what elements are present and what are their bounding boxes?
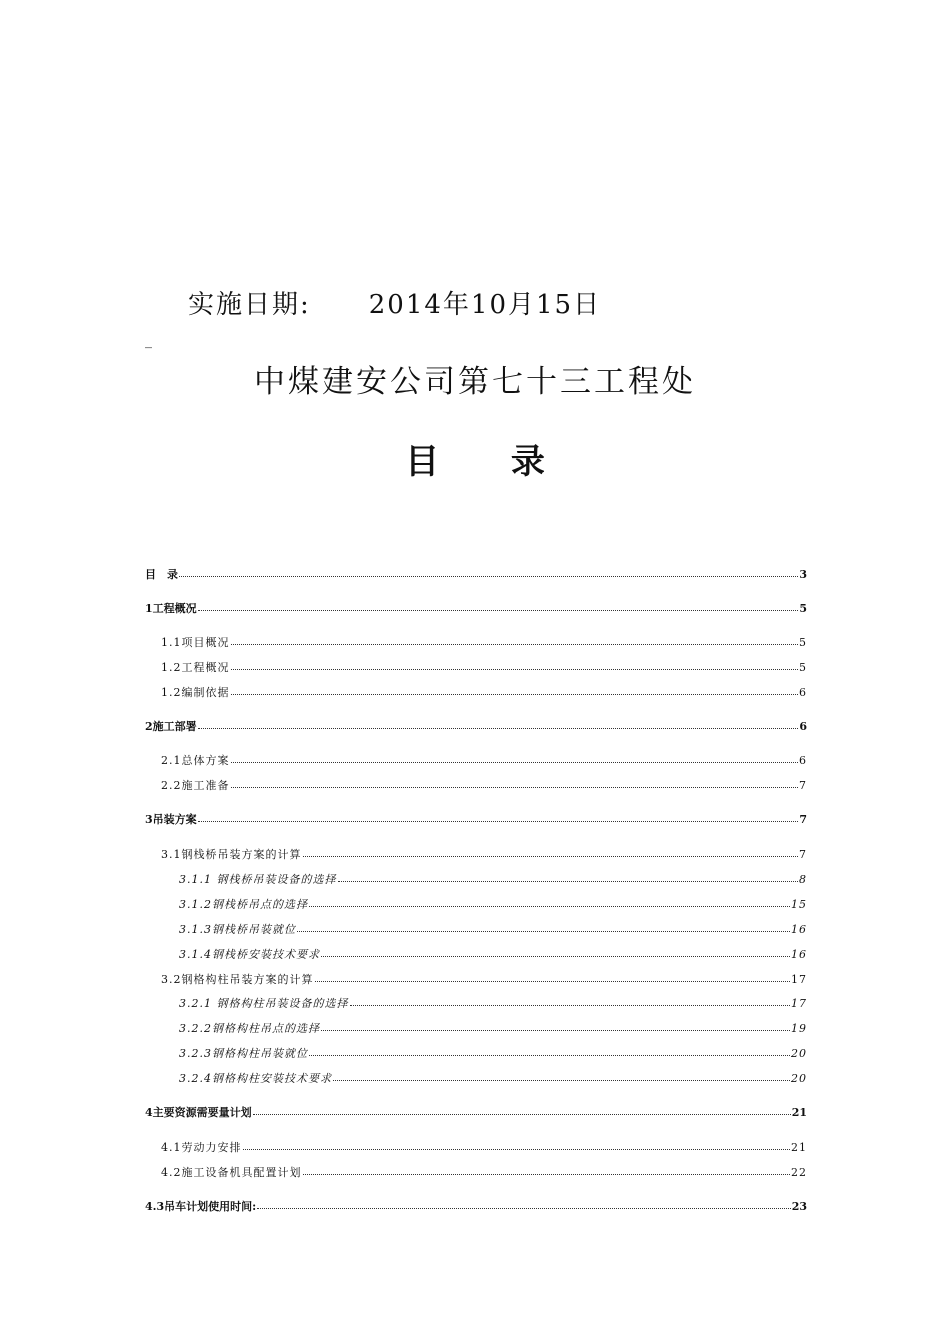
toc-entry[interactable]	[161, 1139, 807, 1153]
toc-entry[interactable]	[161, 777, 807, 791]
toc-entry[interactable]	[145, 1198, 807, 1212]
toc-leader-dots	[338, 872, 799, 882]
toc-entry-label: 3.2.3钢格构柱吊装就位	[179, 1047, 308, 1060]
toc-entry-label: 3.2.4钢格构柱安装技术要求	[179, 1072, 332, 1085]
toc-entry-page: 20	[791, 1072, 807, 1085]
toc-entry-label: 2.1总体方案	[161, 754, 230, 767]
toc-entry-label: 1.2工程概况	[161, 661, 230, 674]
toc-entry-label: 3.1.3钢栈桥吊装就位	[179, 923, 296, 936]
toc-entry-page: 8	[799, 873, 807, 886]
toc-title: 目 录	[405, 442, 575, 482]
toc-entry-page: 7	[799, 779, 807, 792]
toc-entry-page: 23	[791, 1200, 807, 1213]
toc-entry[interactable]	[179, 896, 807, 910]
toc-leader-dots	[231, 753, 799, 763]
toc-entry-label: 3.2钢格构柱吊装方案的计算	[161, 973, 314, 986]
toc-entry-page: 20	[791, 1047, 807, 1060]
toc-entry-label: 4.3吊车计划使用时间:	[145, 1200, 257, 1213]
toc-leader-dots	[198, 812, 799, 822]
toc-entry-page: 5	[799, 661, 807, 674]
toc-entry[interactable]	[179, 1020, 807, 1034]
toc-entry[interactable]	[161, 846, 807, 860]
toc-entry[interactable]	[145, 600, 807, 614]
toc-leader-dots	[253, 1105, 791, 1115]
toc-entry-page: 6	[799, 686, 807, 699]
toc-entry[interactable]	[145, 566, 807, 580]
toc-leader-dots	[333, 1071, 790, 1081]
toc-entry-label: 1.2编制依据	[161, 686, 230, 699]
toc-entry-page: 7	[799, 813, 807, 826]
toc-entry-label: 2施工部署	[145, 720, 197, 733]
toc-entry-page: 5	[799, 636, 807, 649]
toc-entry-page: 6	[799, 720, 807, 733]
toc-entry-page: 16	[791, 948, 807, 961]
toc-entry-label: 4.1劳动力安排	[161, 1141, 242, 1154]
toc-entry[interactable]	[161, 684, 807, 698]
toc-entry-label: 4.2施工设备机具配置计划	[161, 1166, 302, 1179]
toc-entry[interactable]	[161, 659, 807, 673]
date-label: 实施日期:	[188, 290, 311, 320]
toc-leader-dots	[198, 719, 799, 729]
toc-entry-label: 3.1.1 钢栈桥吊装设备的选择	[179, 873, 337, 886]
toc-leader-dots	[303, 847, 799, 857]
toc-entry[interactable]	[179, 871, 807, 885]
toc-entry[interactable]	[145, 811, 807, 825]
toc-entry-page: 21	[791, 1106, 807, 1119]
toc-entry[interactable]	[161, 971, 807, 985]
toc-leader-dots	[179, 567, 798, 577]
toc-entry-label: 4主要资源需要量计划	[145, 1106, 252, 1119]
toc-leader-dots	[321, 1021, 790, 1031]
toc-entry-label: 1.1项目概况	[161, 636, 230, 649]
toc-leader-dots	[243, 1140, 791, 1150]
toc-leader-dots	[350, 996, 791, 1006]
company-name: 中煤建安公司第七十三工程处	[254, 364, 696, 400]
toc-entry[interactable]	[145, 718, 807, 732]
toc-entry-page: 17	[791, 973, 807, 986]
toc-entry[interactable]	[179, 946, 807, 960]
toc-leader-dots	[303, 1165, 791, 1175]
toc-entry-label: 1工程概况	[145, 602, 197, 615]
toc-leader-dots	[231, 660, 799, 670]
toc-leader-dots	[309, 897, 790, 907]
toc-entry[interactable]	[161, 752, 807, 766]
toc-entry[interactable]	[179, 921, 807, 935]
toc-entry[interactable]	[179, 1070, 807, 1084]
toc-leader-dots	[309, 1046, 790, 1056]
toc-entry-page: 21	[791, 1141, 807, 1154]
toc-entry-label: 目 录	[145, 568, 178, 581]
toc-entry[interactable]	[145, 1104, 807, 1118]
toc-entry-label: 3.2.1 钢格构柱吊装设备的选择	[179, 997, 349, 1010]
toc-entry-label: 3.1钢栈桥吊装方案的计算	[161, 848, 302, 861]
toc-entry-page: 3	[799, 568, 807, 581]
toc-leader-dots	[231, 778, 799, 788]
toc-leader-dots	[231, 635, 799, 645]
toc-entry-label: 2.2施工准备	[161, 779, 230, 792]
implementation-date	[188, 284, 601, 321]
toc-entry-page: 15	[791, 898, 807, 911]
dash-mark: _	[145, 333, 152, 349]
toc-entry[interactable]	[179, 1045, 807, 1059]
toc-leader-dots	[231, 685, 799, 695]
toc-leader-dots	[257, 1199, 790, 1209]
toc-entry-page: 22	[791, 1166, 807, 1179]
toc-entry-page: 17	[791, 997, 807, 1010]
toc-entry-page: 5	[799, 602, 807, 615]
toc-entry-label: 3.1.2钢栈桥吊点的选择	[179, 898, 308, 911]
toc-entry-label: 3吊装方案	[145, 813, 197, 826]
toc-entry-page: 16	[791, 923, 807, 936]
toc-leader-dots	[297, 922, 790, 932]
toc-leader-dots	[315, 972, 791, 982]
toc-entry-page: 6	[799, 754, 807, 767]
toc-entry[interactable]	[179, 995, 807, 1009]
toc-leader-dots	[321, 947, 790, 957]
toc-entry[interactable]	[161, 1164, 807, 1178]
toc-entry-label: 3.2.2钢格构柱吊点的选择	[179, 1022, 320, 1035]
toc-entry-page: 7	[799, 848, 807, 861]
toc-leader-dots	[198, 601, 799, 611]
toc-entry-label: 3.1.4钢栈桥安装技术要求	[179, 948, 320, 961]
date-value: 2014年10月15日	[368, 290, 602, 320]
toc-entry[interactable]	[161, 634, 807, 648]
toc-entry-page: 19	[791, 1022, 807, 1035]
